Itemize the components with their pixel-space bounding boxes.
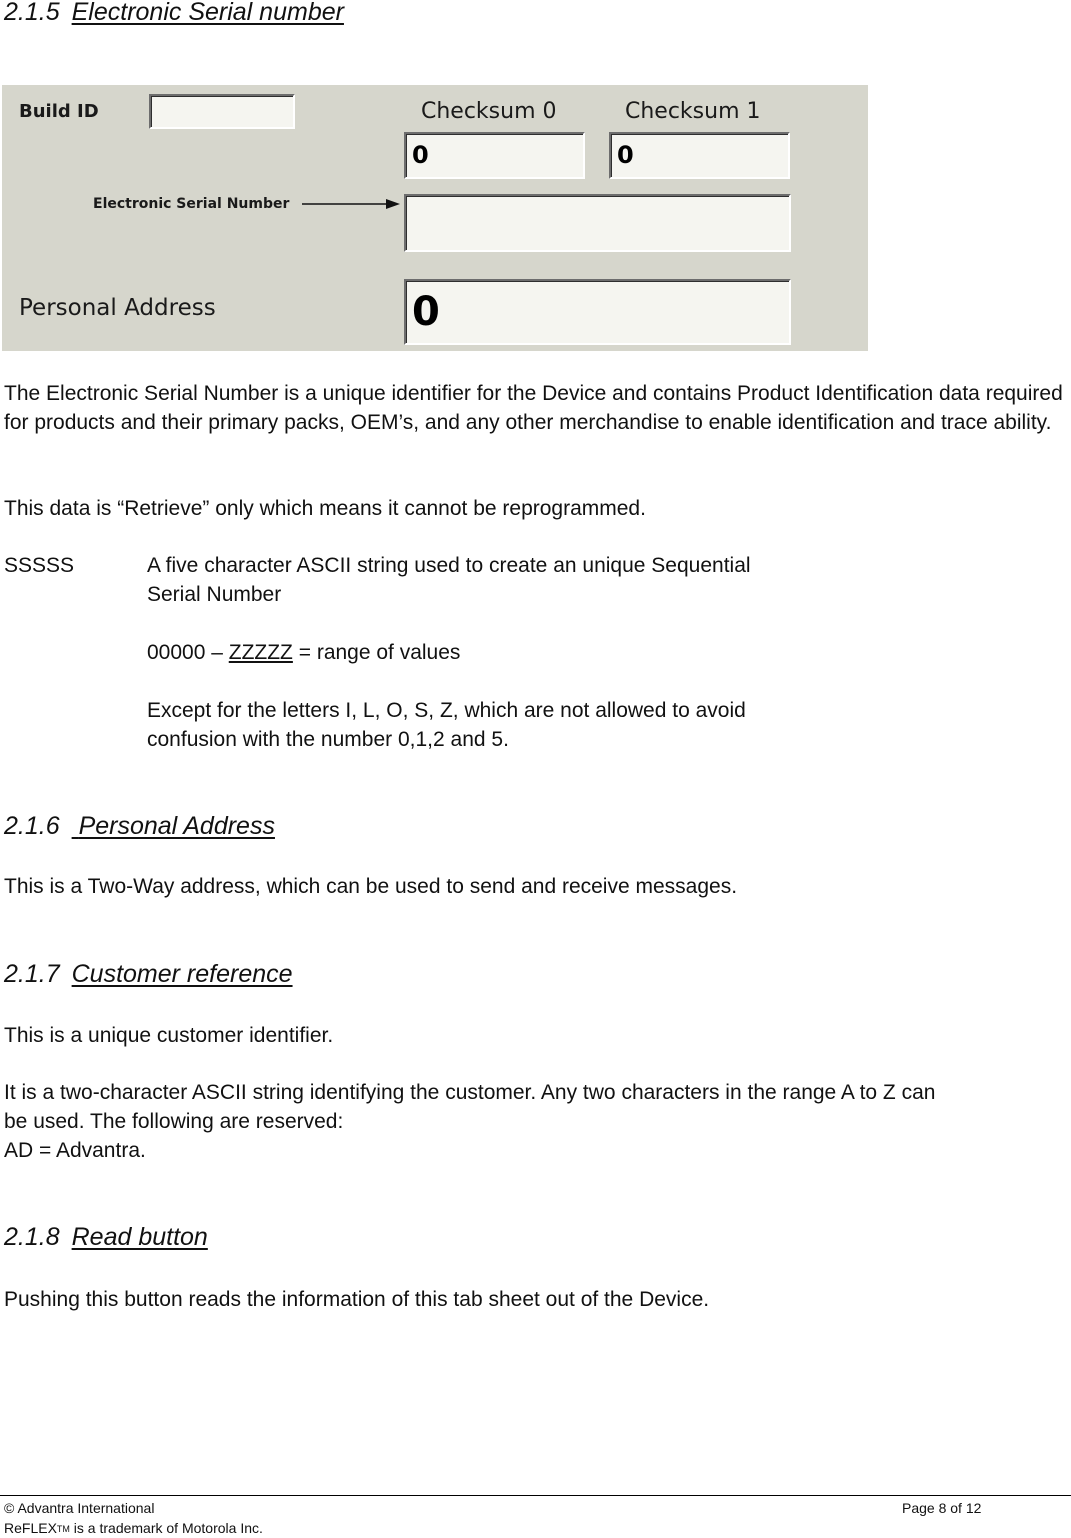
section-number: 2.1.8 [4, 1223, 60, 1251]
customer-reference-line-2: be used. The following are reserved: [4, 1110, 344, 1133]
definition-term: SSSSS [4, 554, 75, 577]
section-number: 2.1.6 [4, 812, 60, 840]
except-line-1: Except for the letters I, L, O, S, Z, which are not allowed to avoid [147, 699, 746, 722]
section-heading-2-1-7 [4, 960, 293, 989]
checksum0-field[interactable]: 0 [404, 132, 585, 179]
definition-line-1: A five character ASCII string used to create an unique Sequential [147, 554, 751, 577]
section-heading-2-1-8 [4, 1223, 208, 1252]
customer-reference-details [4, 1078, 1068, 1165]
arrow-right-icon [302, 196, 402, 212]
retrieve-note: This data is “Retrieve” only which means it cannot be reprogrammed. [4, 497, 646, 520]
footer-page-number: Page 8 of 12 [902, 1500, 982, 1516]
section-number: 2.1.5 [4, 0, 60, 26]
range-suffix: = range of values [292, 641, 461, 664]
esn-screenshot-panel [2, 85, 868, 351]
customer-reference-intro: This is a unique customer identifier. [4, 1024, 334, 1047]
definition-line-2: Serial Number [147, 583, 282, 606]
read-button-paragraph: Pushing this button reads the information of this tab sheet out of the Device. [4, 1288, 710, 1311]
section-title-text: Personal Address [78, 812, 275, 840]
range-end-value: ZZZZZ [228, 641, 293, 664]
section-title: Customer reference [71, 960, 293, 988]
personal-address-label: Personal Address [19, 295, 216, 321]
checksum1-label: Checksum 1 [625, 99, 761, 124]
esn-label: Electronic Serial Number [93, 196, 290, 212]
build-id-label: Build ID [19, 101, 99, 122]
footer-copyright [4, 1500, 154, 1516]
range-of-values [147, 638, 460, 667]
trademark-name: ReFLEX [4, 1520, 57, 1536]
personal-address-paragraph: This is a Two-Way address, which can be used to send and receive messages. [4, 875, 738, 898]
footer-trademark [4, 1520, 263, 1536]
customer-reference-line-1: It is a two-character ASCII string identifying the customer. Any two characters in the range A to Z can [4, 1081, 936, 1104]
except-line-2: confusion with the number 0,1,2 and 5. [147, 728, 509, 751]
footer-company: Advantra International [17, 1500, 155, 1516]
copyright-icon: © [4, 1500, 15, 1516]
section-heading-2-1-6 [4, 812, 275, 841]
esn-intro-paragraph [4, 379, 1068, 437]
build-id-field[interactable] [149, 94, 295, 129]
trademark-text: is a trademark of Motorola Inc. [69, 1520, 263, 1536]
range-prefix: 00000 – [147, 641, 229, 664]
section-number: 2.1.7 [4, 960, 60, 988]
section-heading-2-1-5 [4, 0, 344, 27]
esn-intro-text: The Electronic Serial Number is a unique identifier for the Device and contains Product Identification data required for products and their primary packs, OEM’s, and any other merchandise to enable identification and trace ability. [4, 382, 1063, 434]
customer-reference-line-3: AD = Advantra. [4, 1139, 146, 1162]
definition-description [147, 551, 751, 609]
checksum1-field[interactable]: 0 [609, 132, 790, 179]
trademark-symbol: TM [56, 1524, 70, 1534]
checksum0-label: Checksum 0 [421, 99, 557, 124]
section-title: Read button [71, 1223, 208, 1251]
esn-field[interactable] [404, 194, 791, 252]
footer-divider [0, 1495, 1071, 1496]
excluded-letters-note [147, 696, 746, 754]
personal-address-field[interactable]: 0 [404, 279, 791, 345]
section-title: Electronic Serial number [71, 0, 344, 26]
section-title [72, 812, 275, 840]
